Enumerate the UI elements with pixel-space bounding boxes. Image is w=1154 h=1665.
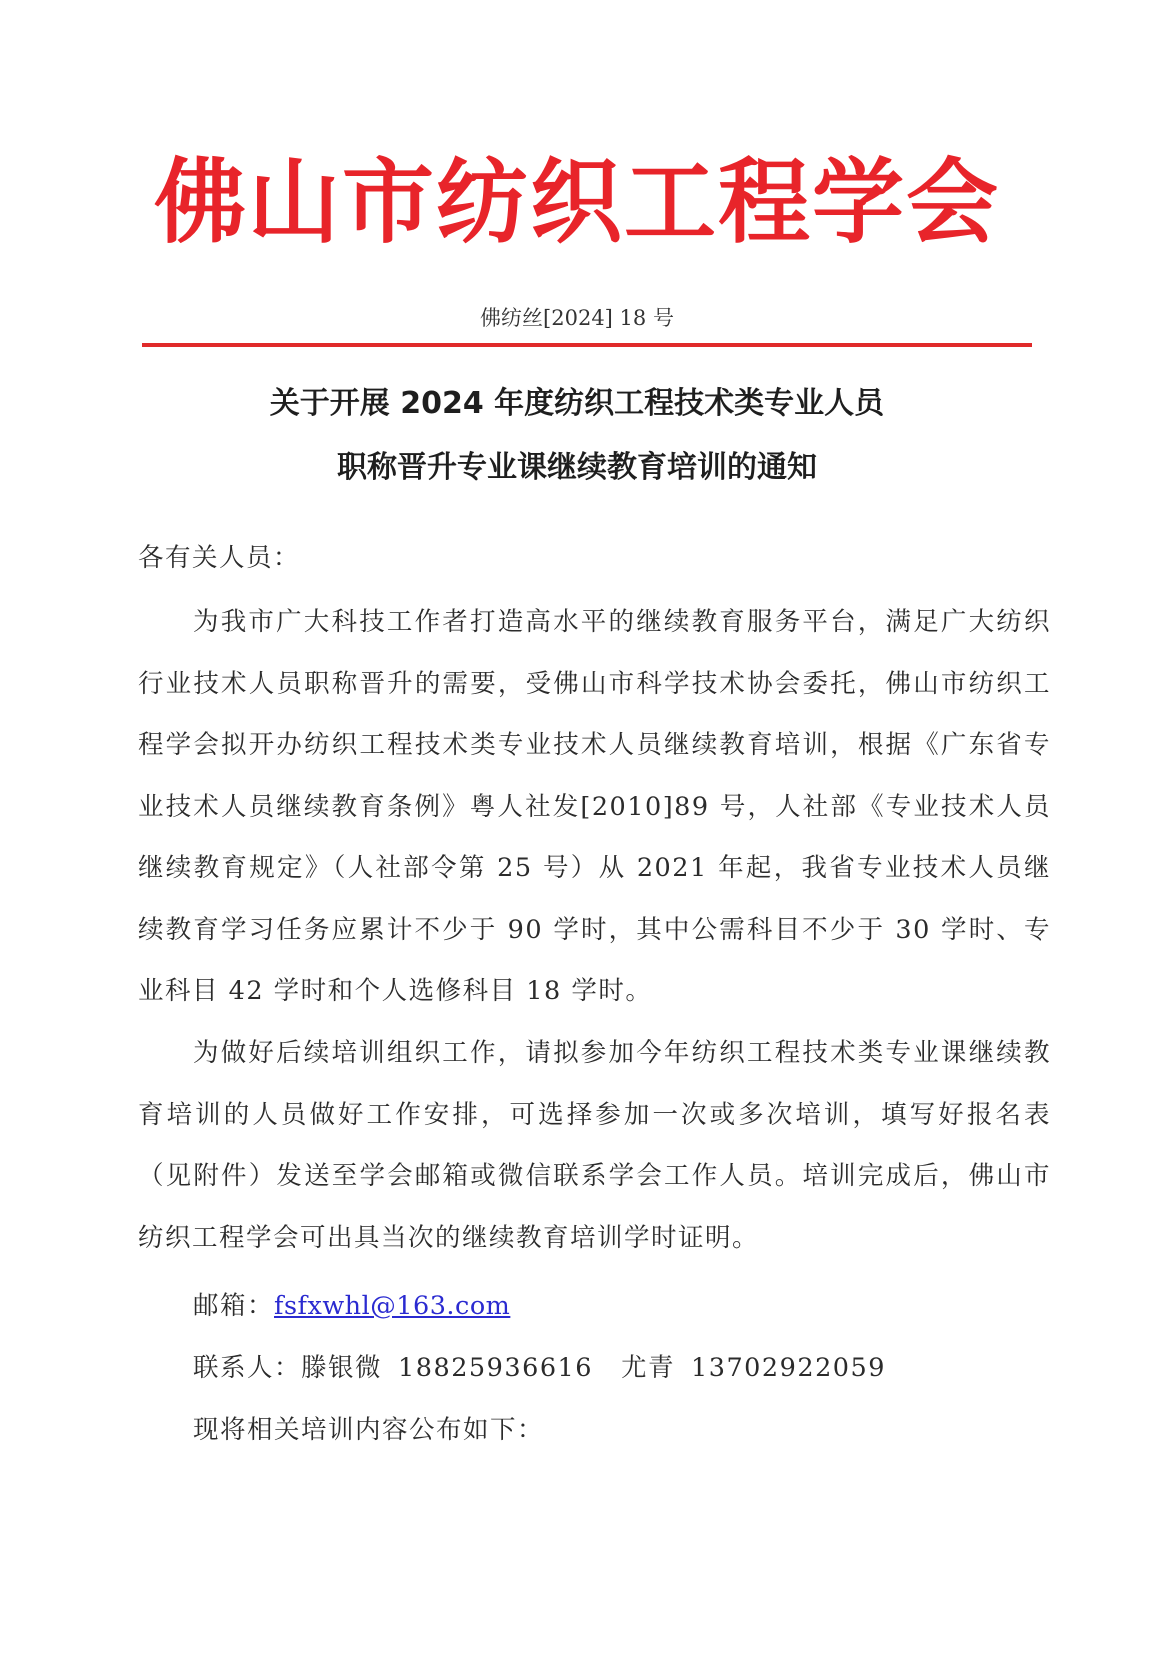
announcement-line: 现将相关培训内容公布如下： xyxy=(193,1415,545,1445)
email-link[interactable]: fsfxwhl@163.com xyxy=(274,1291,511,1321)
contact-person-2-phone: 13702922059 xyxy=(691,1353,886,1383)
contact-person-1-name: 滕银微 xyxy=(301,1353,383,1383)
email-line xyxy=(193,1286,510,1326)
email-label: 邮箱： xyxy=(193,1291,275,1321)
notice-title-line-1: 关于开展 2024 年度纺织工程技术类专业人员 xyxy=(269,386,885,421)
contact-label: 联系人： xyxy=(193,1353,302,1383)
contact-person-2-name: 尤青 xyxy=(621,1353,676,1383)
body-paragraph-1: 为我市广大科技工作者打造高水平的继续教育服务平台，满足广大纺织行业技术人员职称晋升的需要，受佛山市科学技术协会委托，佛山市纺织工程学会拟开办纺织工程技术类专业技术人员继续教育培训，根据《广东省专业技术人员继续教育条例》粤人社发[2010]89 号，人社部《专业技术人员继续教育规定》（人社部令第 25 号）从 2021 年起，我省专业技术人员继续教育学习任务应累计不少于 90 学时，其中公需科目不少于 30 学时、专业科目 42 学时和个人选修科目 18 学时。 xyxy=(138,607,1051,1006)
document-number: 佛纺丝[2024] 18 号 xyxy=(480,306,674,330)
red-divider-rule xyxy=(142,343,1032,347)
salutation: 各有关人员： xyxy=(138,543,301,573)
organization-masthead: 佛山市纺织工程学会 xyxy=(153,149,1000,256)
body-paragraph-2: 为做好后续培训组织工作，请拟参加今年纺织工程技术类专业课继续教育培训的人员做好工作安排，可选择参加一次或多次培训，填写好报名表（见附件）发送至学会邮箱或微信联系学会工作人员。培训完成后，佛山市纺织工程学会可出具当次的继续教育培训学时证明。 xyxy=(138,1038,1051,1253)
contact-line xyxy=(193,1348,886,1388)
contact-person-1-phone: 18825936616 xyxy=(398,1353,593,1383)
notice-title-line-2: 职称晋升专业课继续教育培训的通知 xyxy=(337,450,817,485)
